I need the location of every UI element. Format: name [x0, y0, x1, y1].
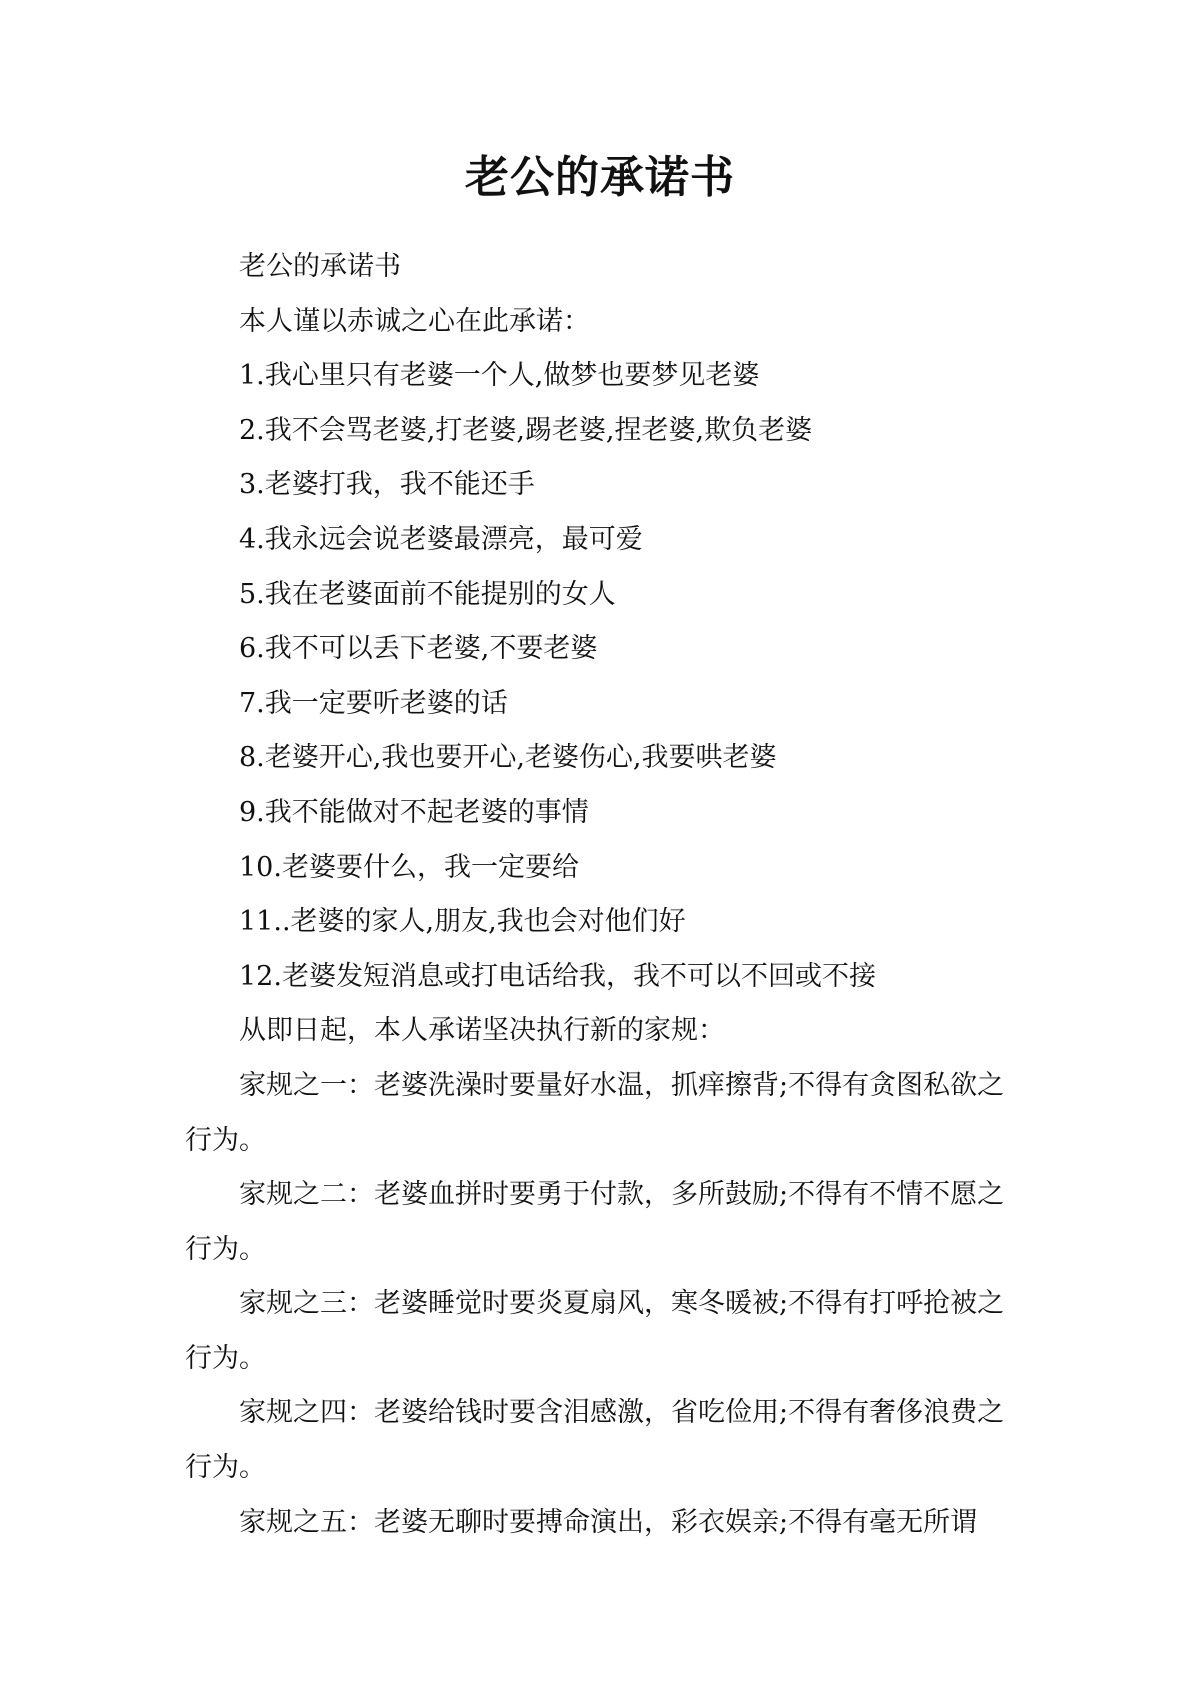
promise-item: 11..老婆的家人,朋友,我也会对他们好	[239, 906, 686, 938]
promise-item: 4.我永远会说老婆最漂亮，最可爱	[239, 523, 643, 555]
document-title: 老公的承诺书	[465, 152, 735, 203]
promise-item: 2.我不会骂老婆,打老婆,踢老婆,捏老婆,欺负老婆	[239, 414, 813, 446]
house-rule: 家规之一：老婆洗澡时要量好水温，抓痒擦背;不得有贪图私欲之行为。	[185, 1069, 1005, 1156]
promise-item: 12.老婆发短消息或打电话给我，我不可以不回或不接	[239, 960, 876, 992]
promise-item: 3.老婆打我，我不能还手	[239, 469, 535, 501]
paragraph-subtitle: 老公的承诺书	[239, 251, 401, 282]
paragraph-intro: 本人谨以赤诚之心在此承诺：	[239, 305, 590, 337]
house-rule: 家规之五：老婆无聊时要搏命演出，彩衣娱亲;不得有毫无所谓	[239, 1506, 978, 1538]
paragraph-rules-intro: 从即日起，本人承诺坚决执行新的家规：	[239, 1015, 725, 1047]
house-rule: 家规之三：老婆睡觉时要炎夏扇风，寒冬暖被;不得有打呼抢被之行为。	[185, 1288, 1005, 1374]
house-rule: 家规之四：老婆给钱时要含泪感激，省吃俭用;不得有奢侈浪费之行为。	[185, 1397, 1005, 1484]
promise-item: 7.我一定要听老婆的话	[239, 687, 508, 719]
promise-item: 5.我在老婆面前不能提别的女人	[239, 578, 616, 610]
promise-item: 10.老婆要什么，我一定要给	[239, 851, 579, 883]
promise-item: 9.我不能做对不起老婆的事情	[239, 796, 589, 828]
promise-item: 1.我心里只有老婆一个人,做梦也要梦见老婆	[239, 360, 760, 392]
house-rule: 家规之二：老婆血拼时要勇于付款，多所鼓励;不得有不情不愿之行为。	[185, 1179, 1005, 1265]
promise-item: 6.我不可以丢下老婆,不要老婆	[239, 633, 598, 665]
document-body	[185, 240, 1020, 1550]
promise-item: 8.老婆开心,我也要开心,老婆伤心,我要哄老婆	[239, 742, 777, 774]
